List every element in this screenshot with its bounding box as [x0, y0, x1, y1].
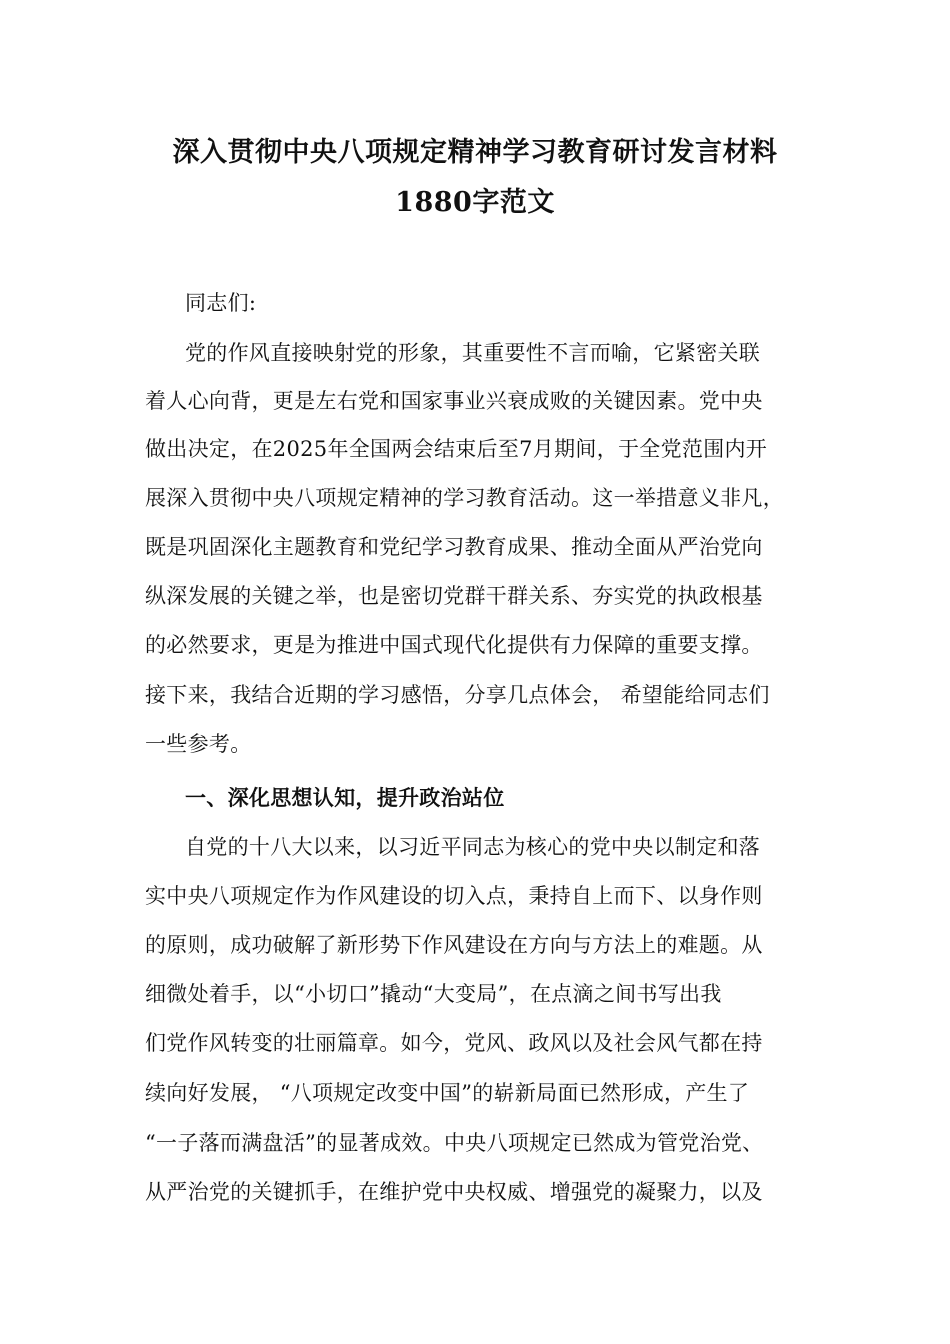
paragraph-1-line: 接下来，我结合近期的学习感悟，分享几点体会， 希望能给同志们 [145, 683, 770, 707]
paragraph-1-line: 着人心向背，更是左右党和国家事业兴衰成败的关键因素。党中央 [145, 389, 763, 413]
section-1-heading: 一、深化思想认知，提升政治站位 [185, 785, 505, 810]
section-1-line: 实中央八项规定作为作风建设的切入点，秉持自上而下、以身作则 [145, 884, 763, 908]
section-1-line: 从严治党的关键抓手，在维护党中央权威、增强党的凝聚力，以及 [145, 1180, 763, 1204]
section-1-line: 细微处着手，以“小切口”撬动“大变局”，在点滴之间书写出我 [145, 982, 722, 1006]
section-1-line: 们党作风转变的壮丽篇章。如今，党风、政风以及社会风气都在持 [145, 1031, 763, 1055]
section-1-line: 自党的十八大以来，以习近平同志为核心的党中央以制定和落 [185, 835, 761, 859]
paragraph-1-line: 的必然要求，更是为推进中国式现代化提供有力保障的重要支撑。 [145, 633, 763, 657]
paragraph-1-line: 纵深发展的关键之举，也是密切党群干群关系、夯实党的执政根基 [145, 584, 763, 608]
paragraph-1-line: 做出决定，在2025年全国两会结束后至7月期间，于全党范围内开 [145, 437, 768, 461]
section-1-line: “一子落而满盘活”的显著成效。中央八项规定已然成为管党治党、 [145, 1131, 764, 1155]
document-title-line-1: 深入贯彻中央八项规定精神学习教育研讨发言材料 [172, 137, 778, 168]
document-title-line-2: 1880字范文 [395, 187, 555, 218]
paragraph-1-line: 既是巩固深化主题教育和党纪学习教育成果、推动全面从严治党向 [145, 535, 763, 559]
section-1-line: 的原则，成功破解了新形势下作风建设在方向与方法上的难题。从 [145, 933, 763, 957]
paragraph-1-line: 党的作风直接映射党的形象，其重要性不言而喻，它紧密关联 [185, 341, 761, 365]
paragraph-1-line: 一些参考。 [145, 732, 252, 756]
section-1-line: 续向好发展， “八项规定改变中国”的崭新局面已然形成，产生了 [145, 1081, 750, 1105]
paragraph-1-line: 展深入贯彻中央八项规定精神的学习教育活动。这一举措意义非凡， [145, 486, 784, 510]
salutation: 同志们: [185, 291, 257, 315]
